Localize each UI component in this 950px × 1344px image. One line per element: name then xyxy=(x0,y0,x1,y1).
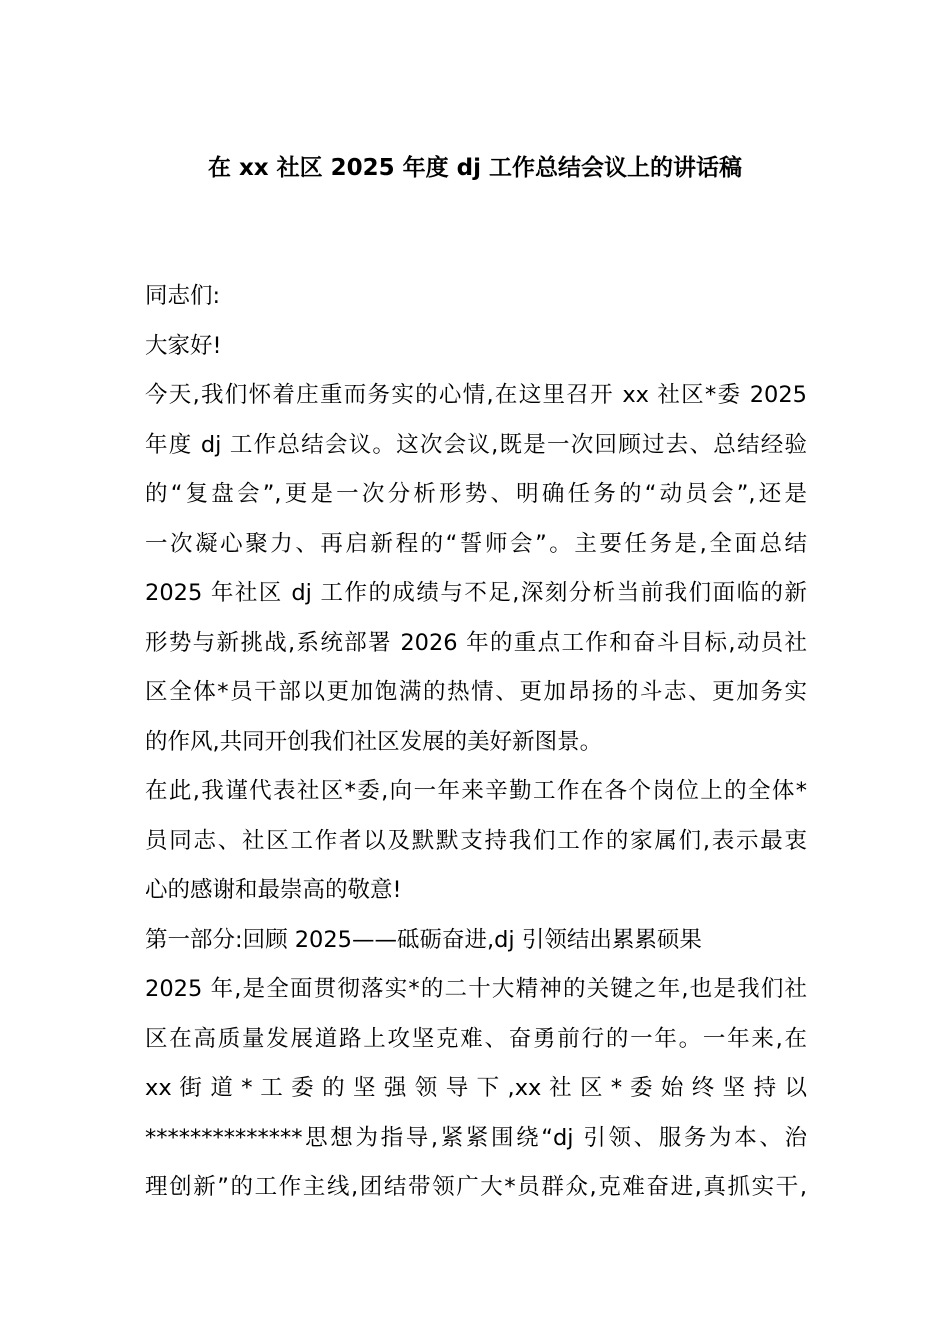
paragraph-line: 同志们: xyxy=(145,283,221,309)
paragraph-line: xx 街 道 * 工 委 的 坚 强 领 导 下 ,xx 社 区 * 委 始 终 坚 持 以 xyxy=(145,1075,807,1101)
paragraph-line: 2025 年社区 dj 工作的成绩与不足,深刻分析当前我们面临的新 xyxy=(145,580,807,606)
paragraph-line: 一次凝心聚力、再启新程的“誓师会”。主要任务是,全面总结 xyxy=(145,530,807,557)
paragraph-line: 心的感谢和最崇高的敬意! xyxy=(145,877,402,903)
paragraph-line: 员同志、社区工作者以及默默支持我们工作的家属们,表示最衷 xyxy=(145,827,807,854)
paragraph-line: 今天,我们怀着庄重而务实的心情,在这里召开 xx 社区*委 2025 xyxy=(145,382,807,408)
paragraph-line: 理创新”的工作主线,团结带领广大*员群众,克难奋进,真抓实干, xyxy=(145,1174,807,1200)
section-heading: 第一部分:回顾 2025——砥砺奋进,dj 引领结出累累硕果 xyxy=(145,926,702,953)
paragraph-line: **************思想为指导,紧紧围绕“dj 引领、服务为本、治 xyxy=(145,1124,807,1151)
paragraph-line: 的“复盘会”,更是一次分析形势、明确任务的“动员会”,还是 xyxy=(145,481,807,507)
document-body xyxy=(145,272,807,1213)
paragraph-line: 形势与新挑战,系统部署 2026 年的重点工作和奋斗目标,动员社 xyxy=(145,629,807,656)
paragraph-line: 年度 dj 工作总结会议。这次会议,既是一次回顾过去、总结经验 xyxy=(145,431,807,458)
paragraph-line: 区在高质量发展道路上攻坚克难、奋勇前行的一年。一年来,在 xyxy=(145,1025,807,1052)
paragraph-line: 2025 年,是全面贯彻落实*的二十大精神的关键之年,也是我们社 xyxy=(145,976,807,1002)
paragraph-line: 的作风,共同开创我们社区发展的美好新图景。 xyxy=(145,728,603,755)
document-title: 在 xx 社区 2025 年度 dj 工作总结会议上的讲话稿 xyxy=(207,155,743,181)
paragraph-line: 大家好! xyxy=(145,332,222,359)
paragraph-line: 区全体*员干部以更加饱满的热情、更加昂扬的斗志、更加务实 xyxy=(145,679,807,705)
paragraph-line: 在此,我谨代表社区*委,向一年来辛勤工作在各个岗位上的全体* xyxy=(145,778,807,804)
